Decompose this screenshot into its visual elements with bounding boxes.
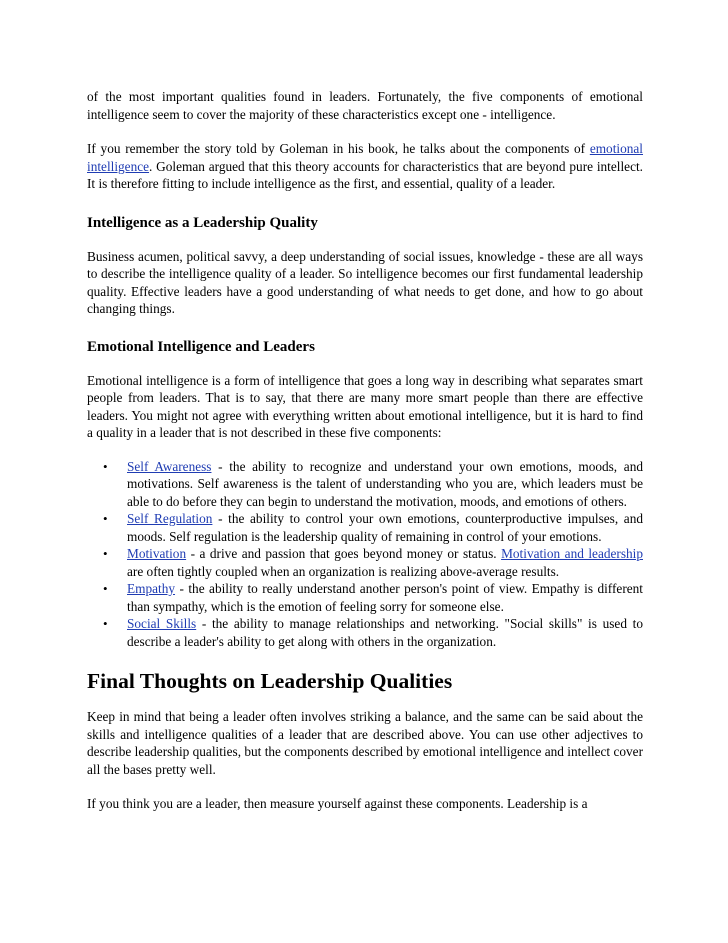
intro-paragraph: of the most important qualities found in leaders. Fortunately, the five components of emotional intelligence seem to cover the majority of these characteristics except one - intelligence.: [87, 89, 643, 122]
intelligence-paragraph: Business acumen, political savvy, a deep understanding of social issues, knowledge - these are all ways to describe the intelligence quality of a leader. So intelligence becomes our first fundamental leadership quality. Effective leaders have a good understanding of what needs to get done, and how to go about changing things.: [87, 248, 643, 316]
document-page: [87, 88, 643, 813]
empathy-link[interactable]: Empathy: [127, 581, 176, 596]
list-item-text: are often tightly coupled when an organization is realizing above-average results.: [127, 563, 560, 579]
motivation-link[interactable]: Motivation: [127, 546, 187, 561]
heading-final-thoughts: Final Thoughts on Leadership Qualities: [87, 669, 453, 693]
list-item-text: - the ability to recognize and understand your own emotions, moods, and motivations. Self awareness is the talent of understanding who you are, which leaders must be able to do before they can begin to understand the motivation, moods, and emotions of others.: [127, 458, 643, 509]
heading-intelligence-quality: Intelligence as a Leadership Quality: [87, 214, 318, 231]
bullet-icon: •: [103, 581, 108, 596]
heading-emotional-intelligence: Emotional Intelligence and Leaders: [87, 338, 315, 355]
list-item: [87, 615, 643, 650]
closing-paragraph: If you think you are a leader, then measure yourself against these components. Leadership is a: [87, 796, 588, 811]
goleman-paragraph: [87, 140, 643, 193]
list-item-text: - the ability to manage relationships and networking. "Social skills" is used to describe a leader's ability to get along with others in the organization.: [127, 616, 643, 649]
list-item: [87, 458, 643, 511]
components-list: [87, 458, 643, 651]
list-item: [87, 510, 643, 545]
list-item: [87, 545, 643, 580]
goleman-text-before: If you remember the story told by Goleman in his book, he talks about the components of: [87, 141, 590, 156]
list-item-text: - a drive and passion that goes beyond money or status.: [186, 546, 502, 561]
emotional-intelligence-link[interactable]: emotional intelligence: [87, 141, 643, 174]
social-skills-link[interactable]: Social Skills: [127, 616, 197, 631]
motivation-and-leadership-link[interactable]: Motivation and leadership: [501, 546, 643, 561]
self-awareness-link[interactable]: Self Awareness: [127, 458, 212, 474]
bullet-icon: •: [103, 616, 108, 631]
bullet-icon: •: [103, 546, 108, 561]
list-item-text: - the ability to control your own emotions, counterproductive impulses, and moods. Self regulation is the leadership quality of remaining in control of your emotions.: [127, 511, 644, 544]
final-thoughts-paragraph: Keep in mind that being a leader often involves striking a balance, and the same can be said about the skills and intelligence qualities of a leader that are described above. You can use other adjectives to describe leadership qualities, but the components described by emotional intelligence and intellect cover all the bases pretty well.: [87, 709, 643, 777]
list-item-text: - the ability to really understand another person's point of view. Empathy is different than sympathy, which is the emotion of feeling sorry for someone else.: [127, 581, 643, 614]
goleman-text-after: . Goleman argued that this theory accounts for characteristics that are beyond pure intellect. It is therefore fitting to include intelligence as the first, and essential, quality of a leader.: [87, 158, 643, 191]
self-regulation-link[interactable]: Self Regulation: [127, 511, 213, 526]
list-item: [87, 580, 643, 615]
bullet-icon: •: [103, 511, 108, 526]
emotional-intelligence-paragraph: Emotional intelligence is a form of intelligence that goes a long way in describing what separates smart people from leaders. That is to say, that there are many more smart people than there are effective leaders. You might not agree with everything written about emotional intelligence, but it is hard to find a quality in a leader that is not described in these five components:: [87, 372, 643, 440]
bullet-icon: •: [103, 458, 108, 474]
